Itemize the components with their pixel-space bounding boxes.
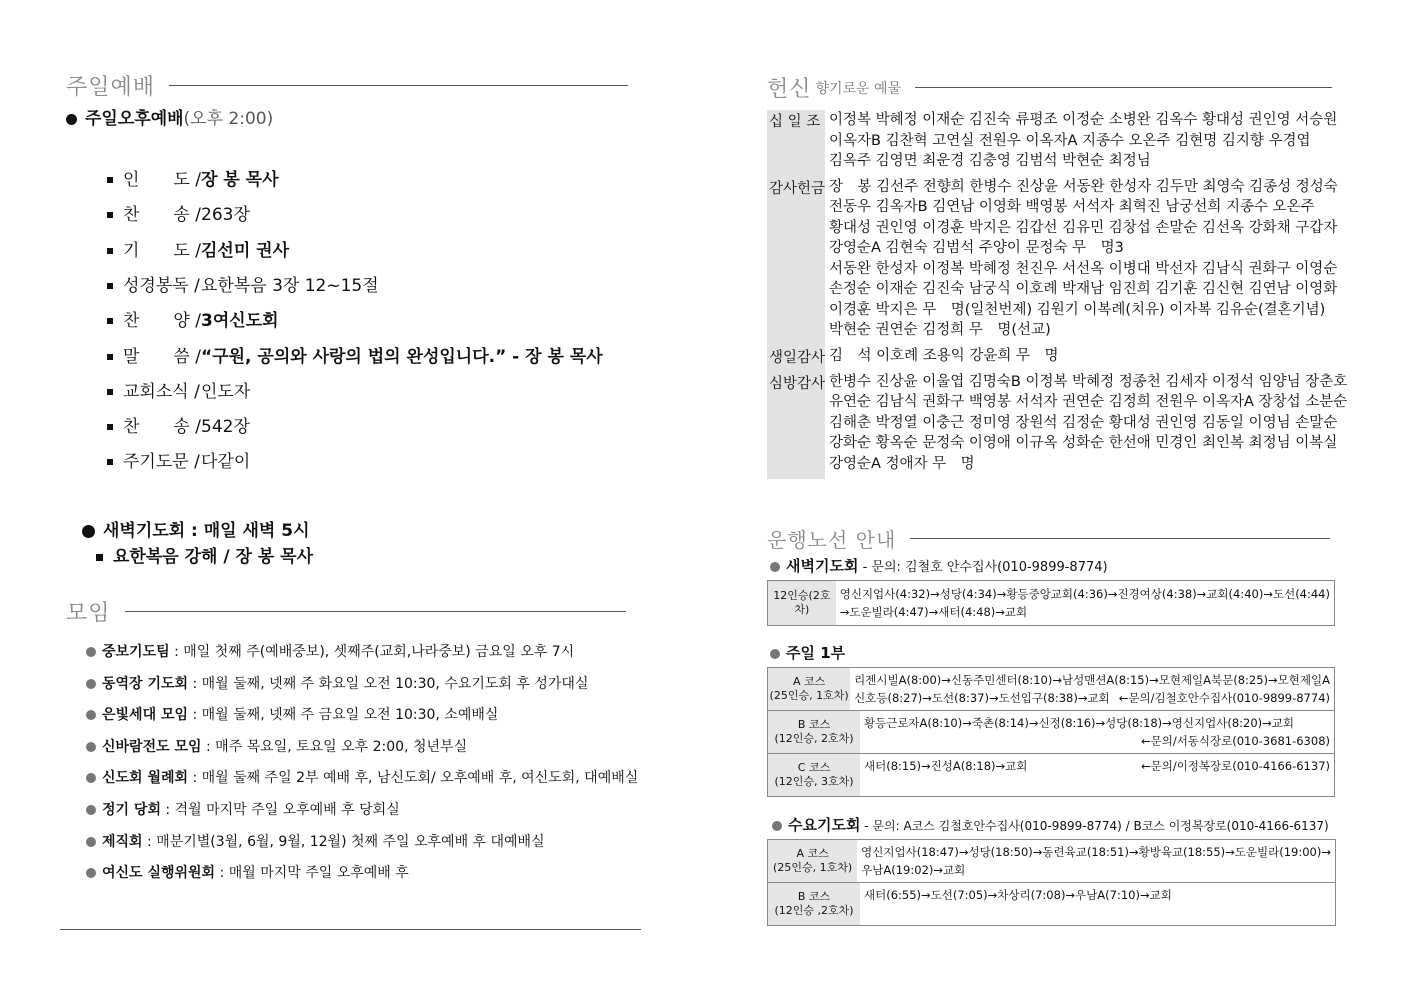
route-row <box>768 581 1334 625</box>
order-label: 찬 송 / <box>123 417 201 438</box>
course-label: (12인승, 2호차) <box>774 732 854 745</box>
dawn-prayer-heading <box>82 516 310 541</box>
route-course <box>768 883 860 925</box>
offering-line: 손정순 이재순 김진숙 남궁식 이호례 박재남 임진희 김기훈 김신현 김연남 이영화 <box>829 281 1338 297</box>
divider <box>125 611 626 612</box>
order-label: 찬 송 / <box>123 205 201 226</box>
route-contact: ←문의/김철호안수집사(010-9899-8774) <box>1118 691 1330 705</box>
meeting-name: 동역장 기도회 <box>102 675 189 692</box>
bullet-dot-icon <box>86 742 96 752</box>
course-label: (12인승, 3호차) <box>774 775 854 788</box>
square-bullet-icon <box>107 248 113 254</box>
afternoon-service-heading <box>66 104 273 129</box>
order-label: 말 씀 / <box>123 346 201 367</box>
order-item <box>107 200 250 225</box>
route-line: 새터(6:55)→도선(7:05)→차상리(7:08)→우남A(7:10)→교회 <box>864 888 1172 902</box>
offering-names <box>825 110 1342 172</box>
sunday-bus-table <box>767 667 1335 797</box>
order-value: 542장 <box>201 417 250 438</box>
offering-line: 김옥주 김영면 최운경 김충영 김범석 박현순 최정님 <box>829 153 1151 169</box>
offering-line: 한병수 진상윤 이울엽 김명숙B 이정복 박혜정 정종천 김세자 이정석 임양님 장춘호 <box>829 373 1348 390</box>
offering-row <box>767 177 1342 346</box>
course-label: (12인승 ,2호차) <box>774 904 854 917</box>
route-line: 황등근로자A(8:10)→죽촌(8:14)→신정(8:16)→성당(8:18)→영신지업사(8:20)→교회 <box>864 716 1294 730</box>
route-line: 리젠시빌A(8:00)→신동주민센터(8:10)→남성맨션A(8:15)→모현제일A북문(8:25)→모현제일A <box>854 673 1330 687</box>
meeting-name: 여신도 실행위원회 <box>102 865 216 882</box>
route-course <box>768 754 860 796</box>
bullet-dot-icon <box>86 773 96 783</box>
order-value: 김선미 권사 <box>201 240 290 261</box>
square-bullet-icon <box>107 177 113 183</box>
route-contact: ←문의/이정복장로(010-4166-6137) <box>1140 759 1330 773</box>
offering-category <box>767 177 825 346</box>
meeting-item <box>86 704 498 724</box>
course-label: (25인승, 1호차) <box>773 861 853 874</box>
meeting-text: : 매월 마지막 주일 오후예배 후 <box>215 865 409 882</box>
order-label: 기 도 / <box>123 240 201 261</box>
offering-names <box>825 346 1342 367</box>
wed-bus-contact: - 문의: A코스 김철호안수집사(010-9899-8774) / B코스 이정복장로(010-4166-6137) <box>860 819 1329 833</box>
square-bullet-icon <box>107 318 113 324</box>
course-label: C 코스 <box>797 761 831 774</box>
offering-category-label: 생일감사 <box>769 349 826 366</box>
meeting-item <box>86 641 574 661</box>
route-stops <box>860 754 1334 796</box>
offering-title: 헌신 <box>767 77 812 102</box>
offering-line: 박현순 권연순 김정희 무 명(선교) <box>829 322 1051 338</box>
offering-line: 전동우 김옥자B 김연남 이영화 백영봉 서석자 최혁진 남궁선희 지종수 오온주 <box>829 199 1315 215</box>
route-line: 신호등(8:27)→도선(8:37)→도선입구(8:38)→교회 <box>854 691 1110 705</box>
offering-category-label: 십 일 조 <box>769 114 821 130</box>
order-item <box>107 236 289 261</box>
offering-line: 유연순 김남식 권화구 백영봉 서석자 권연순 김정희 전원우 이옥자A 장창섭 소분순 <box>829 394 1348 410</box>
meeting-item <box>86 862 409 882</box>
divider <box>915 87 1332 88</box>
meeting-text: : 매일 첫째 주(예배중보), 셋째주(교회,나라중보) 금요일 오후 7시 <box>169 644 575 660</box>
course-label: A 코스 <box>796 847 829 860</box>
meeting-item <box>86 673 588 693</box>
offering-names <box>825 177 1342 341</box>
route-line: 우남A(19:02)→교회 <box>861 863 966 877</box>
order-label: 주기도문 / <box>123 452 200 473</box>
offering-line: 김 석 이호례 조용익 강윤희 무 명 <box>829 347 1059 364</box>
meeting-text: : 매분기별(3월, 6월, 9월, 12월) 첫째 주일 오후예배 후 대예배실 <box>142 833 545 850</box>
order-value: 3여신도회 <box>201 311 279 332</box>
route-stops <box>860 711 1334 753</box>
order-value: 인도자 <box>201 381 251 402</box>
offering-line: 강영순A 김현숙 김범석 주양이 문정숙 무 명3 <box>829 240 1124 256</box>
worship-section-header <box>66 70 628 101</box>
order-value: “구원, 공의와 사랑의 법의 완성입니다.” - 장 봉 목사 <box>201 346 603 367</box>
bullet-dot-icon <box>770 649 780 659</box>
wed-bus-title: 수요기도회 <box>788 816 861 834</box>
sunday-bus-heading <box>770 642 845 663</box>
offering-category-label: 감사헌금 <box>769 180 826 197</box>
order-item <box>107 447 250 472</box>
meeting-text: : 매월 둘째 주일 2부 예배 후, 남신도회/ 오후예배 후, 여신도회, 대예배실 <box>188 770 639 787</box>
route-row <box>768 753 1334 796</box>
offering-line: 김해춘 박정열 이충근 정미영 장원석 김정순 황대성 권인영 김동일 이영님 손말순 <box>829 414 1338 431</box>
dawn-title: 새벽기도회 : 매일 새벽 5시 <box>103 521 310 541</box>
offering-table <box>767 110 1348 479</box>
square-bullet-icon <box>107 354 113 360</box>
meeting-text: : 매주 목요일, 토요일 오후 2:00, 청년부실 <box>201 738 468 755</box>
meeting-name: 신바람전도 모임 <box>102 738 202 755</box>
afternoon-time: (오후 2:00) <box>183 109 274 129</box>
order-item <box>107 271 379 296</box>
route-course <box>768 581 836 625</box>
route-stops <box>857 840 1335 882</box>
meeting-name: 중보기도팀 <box>102 644 170 660</box>
route-line: 영신지업사(4:32)→성당(4:34)→황등중앙교회(4:36)→진경여상(4:38)→교회(4:40)→도선(4:44) <box>839 587 1330 601</box>
divider <box>910 538 1330 539</box>
bullet-dot-icon <box>86 679 96 689</box>
route-line-with-contact <box>854 689 1330 707</box>
order-label: 교회소식 / <box>123 381 200 402</box>
bullet-dot-icon <box>86 805 96 815</box>
order-label: 성경봉독 / <box>123 275 200 296</box>
afternoon-title: 주일오후예배 <box>85 109 184 129</box>
meeting-item <box>86 831 545 851</box>
sunday-bus-title: 주일 1부 <box>786 644 846 662</box>
meeting-text: : 격월 마지막 주일 오후예배 후 당회실 <box>160 802 400 818</box>
route-stops <box>860 883 1335 925</box>
offering-line: 강영순A 정애자 무 명 <box>829 455 975 472</box>
route-course <box>768 840 857 882</box>
bullet-dot-icon <box>86 868 96 878</box>
route-row <box>768 668 1334 710</box>
meeting-item <box>86 736 467 756</box>
offering-row <box>767 110 1342 177</box>
offering-category <box>767 372 825 480</box>
wed-bus-table <box>767 839 1336 926</box>
route-line: 영신지업사(18:47)→성당(18:50)→동련육교(18:51)→황방육교(18:55)→도운빌라(19:00)→ <box>861 845 1331 859</box>
dawn-bus-title: 새벽기도회 <box>786 557 859 575</box>
order-value: 263장 <box>201 205 250 226</box>
route-stops <box>836 581 1334 625</box>
meeting-section-header <box>66 596 626 627</box>
meeting-text: : 매월 둘째, 넷째 주 금요일 오전 10:30, 소예배실 <box>188 707 499 724</box>
offering-line: 서동완 한성자 이정복 박혜정 천진우 서선옥 이병대 박선자 김남식 권화구 이영순 <box>829 260 1338 277</box>
bullet-dot-icon <box>82 525 95 538</box>
route-line: 새터(8:15)→진성A(8:18)→교회 <box>864 759 1028 773</box>
offering-line: 장 봉 김선주 전향희 한병수 진상윤 서동완 한성자 김두만 최영숙 김종성 정성숙 <box>829 178 1338 195</box>
order-item <box>107 377 250 402</box>
bottom-divider <box>60 929 641 930</box>
order-item <box>107 342 603 367</box>
route-stops <box>850 668 1334 710</box>
meeting-item <box>86 799 400 819</box>
dawn-sub <box>96 542 313 567</box>
meeting-name: 은빛세대 모임 <box>102 707 189 724</box>
order-value: 요한복음 3장 12~15절 <box>201 275 379 296</box>
dawn-bus-table <box>767 580 1335 626</box>
route-row <box>768 840 1335 882</box>
route-line: →도운빌라(4:47)→새터(4:48)→교회 <box>839 605 1028 619</box>
meeting-name: 정기 당회 <box>102 802 161 818</box>
offering-category-label: 심방감사 <box>769 375 826 392</box>
bullet-dot-icon <box>86 710 96 720</box>
square-bullet-icon <box>107 424 113 430</box>
square-bullet-icon <box>107 389 113 395</box>
wed-bus-heading <box>772 814 1329 835</box>
order-label: 찬 양 / <box>123 311 201 332</box>
offering-category <box>767 346 825 372</box>
offering-names <box>825 372 1347 475</box>
bullet-dot-icon <box>770 562 780 572</box>
route-contact: ←문의/서동식장로(010-3681-6308) <box>1140 734 1330 748</box>
square-bullet-icon <box>107 212 113 218</box>
order-item <box>107 306 279 331</box>
order-item <box>107 165 279 190</box>
offering-section-header <box>767 72 1332 103</box>
meeting-name: 신도회 월례회 <box>102 770 189 787</box>
order-value: 장 봉 목사 <box>201 170 279 190</box>
course-label: B 코스 <box>797 890 831 903</box>
offering-row <box>767 346 1342 372</box>
route-course <box>768 711 860 753</box>
bullet-dot-icon <box>772 821 782 831</box>
route-row <box>768 710 1334 753</box>
route-row <box>768 882 1335 925</box>
route-line-with-contact <box>864 757 1330 775</box>
dawn-bus-heading <box>770 555 1108 576</box>
course-label: A 코스 <box>792 675 826 688</box>
bus-title: 운행노선 안내 <box>767 528 897 552</box>
dawn-sub-text: 요한복음 강해 / 장 봉 목사 <box>113 547 314 567</box>
meeting-name: 제직회 <box>102 833 143 850</box>
route-course <box>768 668 850 710</box>
offering-line: 강화순 황옥순 문정숙 이영애 이규옥 성화순 한선애 민경인 최인복 최정님 이복실 <box>829 435 1338 451</box>
square-bullet-icon <box>107 283 113 289</box>
bullet-dot-icon <box>86 647 96 657</box>
meeting-title: 모임 <box>66 601 111 626</box>
divider <box>169 85 628 86</box>
course-label: 12인승(2호차) <box>773 589 831 616</box>
course-label: B 코스 <box>797 718 831 731</box>
order-label: 인 도 / <box>123 170 201 190</box>
course-label: (25인승, 1호차) <box>769 689 849 702</box>
meeting-item <box>86 767 638 787</box>
square-bullet-icon <box>96 554 103 561</box>
bullet-dot-icon <box>66 114 77 125</box>
offering-row <box>767 372 1348 480</box>
offering-line: 황대성 권인영 이경훈 박지은 김갑선 김유민 김창섭 손말순 김선옥 강화채 구갑자 <box>829 219 1338 236</box>
offering-subtitle: 향기로운 예물 <box>815 80 902 97</box>
offering-line: 이옥자B 김찬혁 고연실 전원우 이옥자A 지종수 오온주 김현명 김지향 우경엽 <box>829 132 1311 149</box>
bus-section-header <box>767 524 1330 553</box>
meeting-text: : 매월 둘째, 넷째 주 화요일 오전 10:30, 수요기도회 후 성가대실 <box>188 675 589 692</box>
offering-category <box>767 110 825 177</box>
square-bullet-icon <box>107 459 113 465</box>
order-item <box>107 412 250 437</box>
offering-line: 이정복 박혜정 이재순 김진숙 류평조 이정순 소병완 김옥수 황대성 권인영 서승원 <box>829 112 1338 128</box>
worship-title: 주일예배 <box>66 75 156 100</box>
dawn-bus-contact: - 문의: 김철호 안수집사(010-9899-8774) <box>858 560 1108 575</box>
bullet-dot-icon <box>86 837 96 847</box>
offering-line: 이경훈 박지은 무 명(일천번제) 김원기 이복례(치유) 이자복 김유순(결혼기념) <box>829 301 1326 318</box>
order-value: 다같이 <box>201 452 251 473</box>
